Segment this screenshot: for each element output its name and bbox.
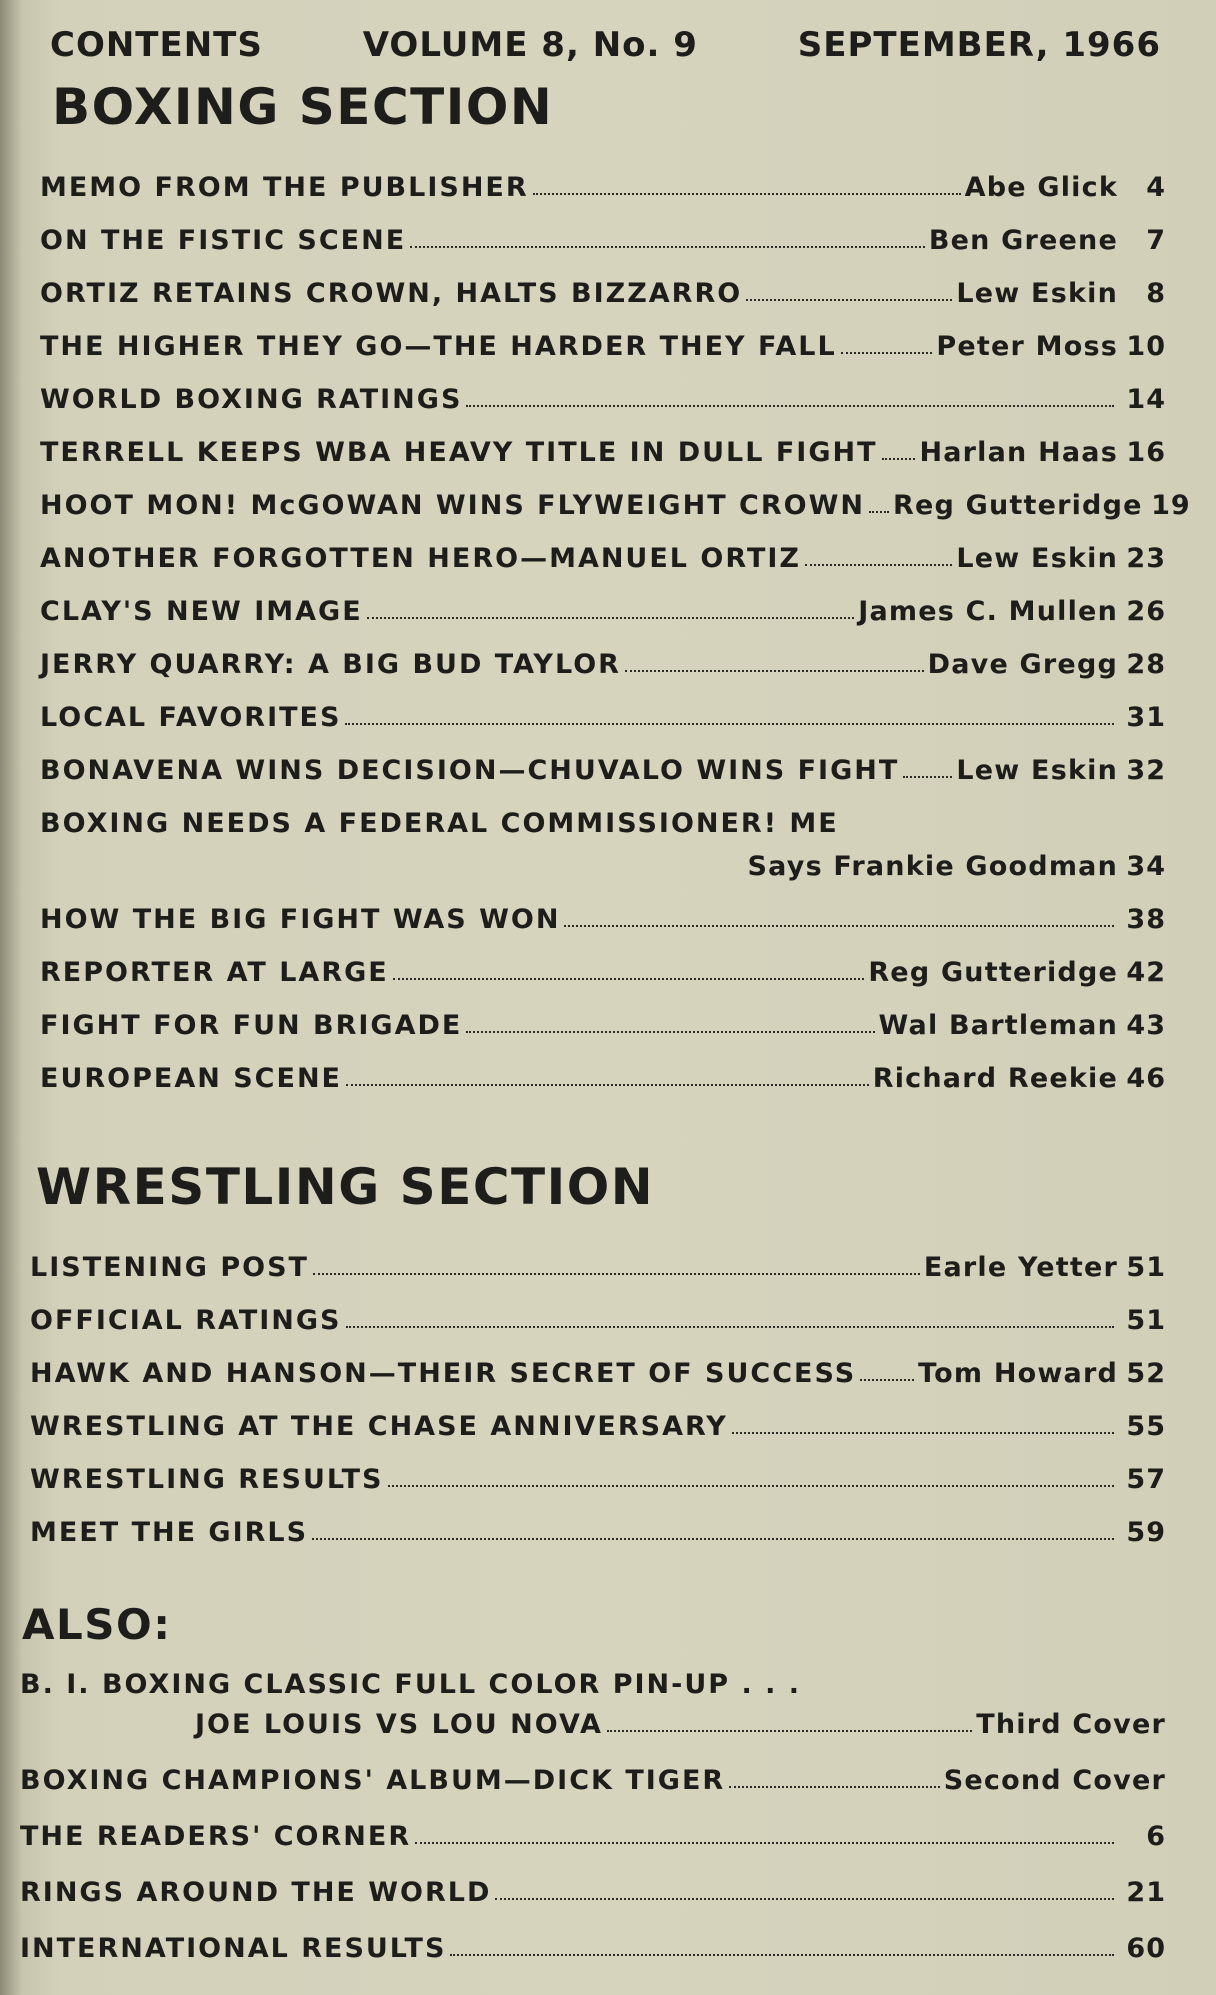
dot-leader (841, 352, 933, 354)
entry-page: Second Cover (943, 1765, 1166, 1796)
toc-entry[interactable] (40, 309, 1166, 362)
entry-page: 28 (1126, 649, 1166, 680)
dot-leader (312, 1538, 1114, 1540)
toc-entry[interactable] (40, 627, 1166, 680)
entry-author: Reg Gutteridge (892, 490, 1143, 521)
dot-leader (625, 670, 924, 672)
dot-leader (415, 1842, 1114, 1844)
entry-title: JERRY QUARRY: A BIG BUD TAYLOR (40, 649, 621, 680)
wrestling-entries (30, 1230, 1166, 1548)
entry-page: 57 (1126, 1464, 1166, 1495)
pinup-line-1[interactable] (20, 1660, 1166, 1700)
dot-leader (564, 925, 1114, 927)
dot-leader (805, 564, 952, 566)
toc-entry[interactable] (20, 1852, 1166, 1908)
entry-title: TERRELL KEEPS WBA HEAVY TITLE IN DULL FIGHT (40, 437, 878, 468)
entry-page: 14 (1126, 384, 1166, 415)
entry-title: MEMO FROM THE PUBLISHER (40, 172, 529, 203)
entry-page: 46 (1126, 1063, 1166, 1094)
entry-author: Ben Greene (928, 225, 1118, 256)
entry-title: ON THE FISTIC SCENE (40, 225, 407, 256)
entry-author: Dave Gregg (927, 649, 1118, 680)
entry-title: BOXING CHAMPIONS' ALBUM—DICK TIGER (20, 1765, 726, 1796)
toc-entry[interactable] (30, 1389, 1166, 1442)
entry-page: 16 (1126, 437, 1166, 468)
toc-entry[interactable] (20, 1740, 1166, 1796)
pinup-title: B. I. BOXING CLASSIC FULL COLOR PIN-UP . . . (20, 1669, 802, 1700)
entry-title: LOCAL FAVORITES (40, 702, 342, 733)
entry-title: HAWK AND HANSON—THEIR SECRET OF SUCCESS (30, 1358, 857, 1389)
entry-title: BONAVENA WINS DECISION—CHUVALO WINS FIGHT (40, 755, 900, 786)
toc-entry-commissioner-title[interactable] (40, 786, 1166, 839)
dot-leader (450, 1954, 1114, 1956)
toc-entry[interactable] (40, 256, 1166, 309)
entry-title: THE HIGHER THEY GO—THE HARDER THEY FALL (40, 331, 837, 362)
entry-title: EUROPEAN SCENE (40, 1063, 342, 1094)
entry-author: Wal Bartleman (878, 1010, 1118, 1041)
toc-entry[interactable] (40, 935, 1166, 988)
entry-page: 6 (1146, 1821, 1166, 1852)
also-section-title: ALSO: (22, 1600, 172, 1649)
entry-page: 31 (1126, 702, 1166, 733)
entry-author: Earle Yetter (923, 1252, 1118, 1283)
pinup-line-2[interactable] (20, 1700, 1166, 1740)
toc-entry[interactable] (40, 680, 1166, 733)
entry-page: Third Cover (976, 1709, 1166, 1740)
toc-entry[interactable] (20, 1908, 1166, 1964)
toc-entry[interactable] (40, 203, 1166, 256)
page-header (50, 20, 1161, 70)
entry-page: 23 (1126, 543, 1166, 574)
entry-title: JOE LOUIS VS LOU NOVA (195, 1709, 603, 1740)
toc-entry[interactable] (40, 574, 1166, 627)
entry-title: CLAY'S NEW IMAGE (40, 596, 363, 627)
entry-page: 32 (1126, 755, 1166, 786)
entry-title: LISTENING POST (30, 1252, 309, 1283)
entry-author: Lew Eskin (956, 278, 1118, 309)
dot-leader (466, 1031, 874, 1033)
dot-leader (393, 978, 865, 980)
entry-title: FIGHT FOR FUN BRIGADE (40, 1010, 463, 1041)
entry-page: 38 (1126, 904, 1166, 935)
entry-title: HOOT MON! McGOWAN WINS FLYWEIGHT CROWN (40, 490, 865, 521)
entry-page: 34 (1126, 851, 1166, 882)
entry-page: 42 (1126, 957, 1166, 988)
dot-leader (466, 405, 1114, 407)
dot-leader (346, 1084, 869, 1086)
dot-leader (746, 299, 952, 301)
entry-page: 26 (1126, 596, 1166, 627)
dot-leader (869, 511, 889, 513)
entry-title: REPORTER AT LARGE (40, 957, 389, 988)
volume-label: VOLUME 8, No. 9 (362, 25, 698, 65)
toc-entry[interactable] (40, 988, 1166, 1041)
toc-entry-commissioner-byline[interactable] (40, 839, 1166, 882)
toc-entry[interactable] (30, 1336, 1166, 1389)
entry-author: Reg Gutteridge (868, 957, 1118, 988)
entry-author: Says Frankie Goodman (747, 851, 1118, 882)
entry-title: MEET THE GIRLS (30, 1517, 309, 1548)
entry-title: RINGS AROUND THE WORLD (20, 1877, 492, 1908)
toc-entry[interactable] (30, 1283, 1166, 1336)
entry-page: 7 (1146, 225, 1166, 256)
issue-date: SEPTEMBER, 1966 (797, 25, 1161, 65)
entry-author: Tom Howard (918, 1358, 1118, 1389)
entry-title: WORLD BOXING RATINGS (40, 384, 463, 415)
entry-page: 60 (1126, 1933, 1166, 1964)
entry-author: Peter Moss (936, 331, 1118, 362)
dot-leader (729, 1786, 940, 1788)
toc-entry[interactable] (40, 1041, 1166, 1094)
dot-leader (533, 193, 961, 195)
toc-entry[interactable] (40, 150, 1166, 203)
entry-title: THE READERS' CORNER (20, 1821, 412, 1852)
entry-page: 52 (1126, 1358, 1166, 1389)
toc-entry[interactable] (40, 468, 1191, 521)
dot-leader (367, 617, 855, 619)
dot-leader (495, 1898, 1114, 1900)
entry-page: 55 (1126, 1411, 1166, 1442)
toc-entry[interactable] (40, 415, 1166, 468)
boxing-entries (40, 150, 1191, 1094)
entry-page: 51 (1126, 1252, 1166, 1283)
entry-title: ANOTHER FORGOTTEN HERO—MANUEL ORTIZ (40, 543, 801, 574)
toc-entry[interactable] (40, 882, 1166, 935)
entry-title: ORTIZ RETAINS CROWN, HALTS BIZZARRO (40, 278, 743, 309)
entry-author: Lew Eskin (956, 755, 1118, 786)
toc-entry[interactable] (40, 362, 1166, 415)
dot-leader (313, 1273, 920, 1275)
toc-entry[interactable] (30, 1442, 1166, 1495)
dot-leader (882, 458, 916, 460)
entry-author: Harlan Haas (919, 437, 1118, 468)
entry-page: 19 (1151, 490, 1191, 521)
entry-page: 59 (1126, 1517, 1166, 1548)
entry-author: Abe Glick (964, 172, 1118, 203)
entry-page: 21 (1126, 1877, 1166, 1908)
entry-author: Lew Eskin (956, 543, 1118, 574)
dot-leader (903, 776, 952, 778)
toc-entry[interactable] (20, 1796, 1166, 1852)
toc-entry[interactable] (30, 1230, 1166, 1283)
entry-author: James C. Mullen (858, 596, 1118, 627)
dot-leader (732, 1432, 1114, 1434)
dot-leader (410, 246, 925, 248)
entry-page: 51 (1126, 1305, 1166, 1336)
dot-leader (345, 723, 1114, 725)
boxing-section-title: BOXING SECTION (52, 78, 554, 136)
dot-leader (860, 1379, 914, 1381)
dot-leader (607, 1730, 972, 1732)
entry-page: 43 (1126, 1010, 1166, 1041)
toc-entry[interactable] (30, 1495, 1166, 1548)
entry-title: WRESTLING RESULTS (30, 1464, 384, 1495)
entry-author: Richard Reekie (872, 1063, 1118, 1094)
entry-title: WRESTLING AT THE CHASE ANNIVERSARY (30, 1411, 728, 1442)
toc-entry[interactable] (40, 521, 1166, 574)
dot-leader (346, 1326, 1114, 1328)
entry-page: 4 (1146, 172, 1166, 203)
entry-page: 8 (1146, 278, 1166, 309)
entry-page: 10 (1126, 331, 1166, 362)
toc-entry[interactable] (40, 733, 1166, 786)
entry-title: BOXING NEEDS A FEDERAL COMMISSIONER! ME (40, 808, 839, 839)
entry-title: HOW THE BIG FIGHT WAS WON (40, 904, 561, 935)
dot-leader (388, 1485, 1115, 1487)
also-entries (20, 1660, 1166, 1964)
entry-title: OFFICIAL RATINGS (30, 1305, 342, 1336)
entry-title: INTERNATIONAL RESULTS (20, 1933, 447, 1964)
contents-label: CONTENTS (50, 25, 263, 65)
wrestling-section-title: WRESTLING SECTION (36, 1158, 655, 1216)
